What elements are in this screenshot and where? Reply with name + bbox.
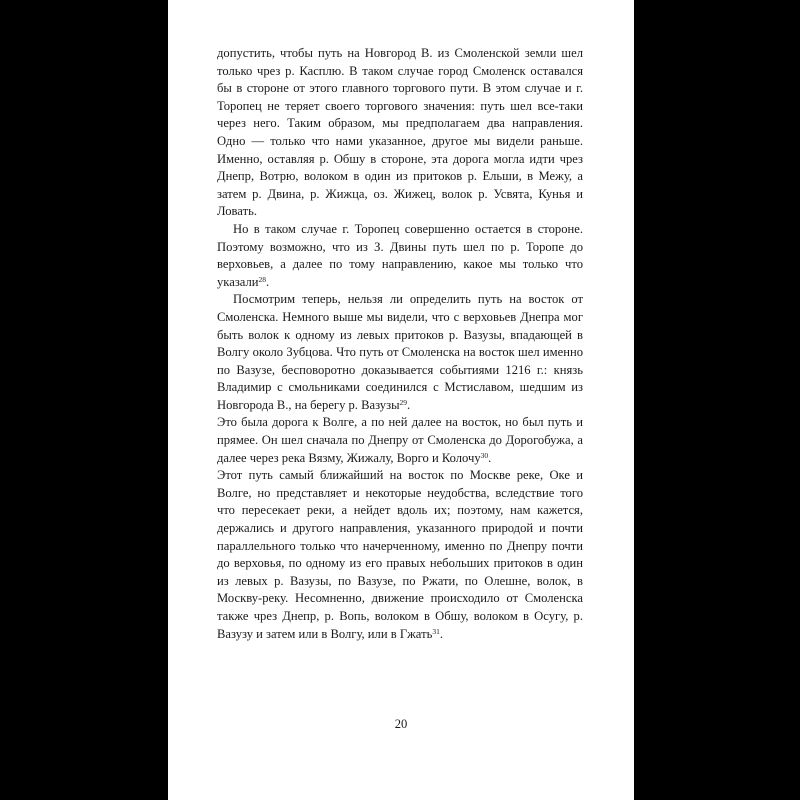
paragraph-3-text: Посмотрим теперь, нельзя ли определить путь на восток от Смоленска. Немного выше мы видели, что с верховьев Днепра мог быть волок к одному из левых притоков р. Вазузы, впадающей в Волгу около Зубцова. Что путь от Смоленска на восток шел именно по Вазузе, бесповоротно доказывается событиями 1216 г.: князь Владимир с смольниками соединился с Мстиславом, шедшим из Новгорода В., на берегу р. Вазузы: [217, 292, 583, 412]
paragraph-5-text: Этот путь самый ближайший на восток по Москве реке, Оке и Волге, но представляет и некоторые неудобства, вследствие того что пересекает реки, а нейдет вдоль их; поэтому, нам кажется, держались и другого направления, указанного природой и почти параллельного только что начерченному, именно по Днепру почти до верховья, по одному из его правых небольших притоков в один из левых р. Вазузы, по Вазузе, по Ржати, по Олешне, волок, в Москву-реку. Несомненно, движение происходило от Смоленска также чрез Днепр, р. Вопь, волоком в Обшу, волоком в Осугу, р. Вазузу и затем или в Волгу, или в Гжать: [217, 468, 583, 641]
paragraph-3-tail: .: [407, 397, 411, 412]
paragraph-5-tail: .: [439, 626, 443, 641]
book-page: [168, 0, 634, 800]
body-text: [217, 45, 583, 643]
paragraph-4-text: Это была дорога к Волге, а по ней далее на восток, но был путь и прямее. Он шел сначала по Днепру от Смоленска до Дорогобужа, а далее через река Вязму, Жижалу, Ворго и Колочу: [217, 415, 583, 465]
paragraph-1: [217, 45, 583, 221]
page-number: 20: [394, 717, 408, 731]
footnote-ref-31[interactable]: 31: [432, 626, 440, 636]
paragraph-5: [217, 467, 583, 643]
paragraph-4-tail: .: [488, 450, 492, 465]
footnote-ref-28[interactable]: 28: [258, 274, 267, 284]
paragraph-3: [217, 291, 583, 414]
paragraph-2: [217, 221, 583, 291]
paragraph-2-text: Но в таком случае г. Торопец совершенно остается в стороне. Поэтому возможно, что из З. Двины путь шел по р. Торопе до верховьев, а далее по тому направлению, какое мы только что указали: [217, 221, 583, 289]
paragraph-1-text: допустить, чтобы путь на Новгород В. из Смоленской земли шел только чрез р. Касплю. В таком случае город Смоленск оставался бы в стороне от этого главного торгового пути. В этом случае и г. Торопец не теряет своего торгового значения: путь шел все-таки через него. Таким образом, мы предполагаем два направления. Одно — только что нами указанное, другое мы видели раньше. Именно, оставляя р. Обшу в стороне, эта дорога могла идти чрез Днепр, Вотрю, волоком в один из притоков р. Ельши, в Межу, а затем р. Двина, р. Жижца, оз. Жижец, волок р. Усвята, Кунья и Ловать.: [217, 46, 583, 219]
paragraph-2-tail: .: [266, 274, 270, 289]
footnote-ref-29[interactable]: 29: [399, 397, 408, 407]
footnote-ref-30[interactable]: 30: [480, 450, 489, 460]
paragraph-4: [217, 414, 583, 467]
